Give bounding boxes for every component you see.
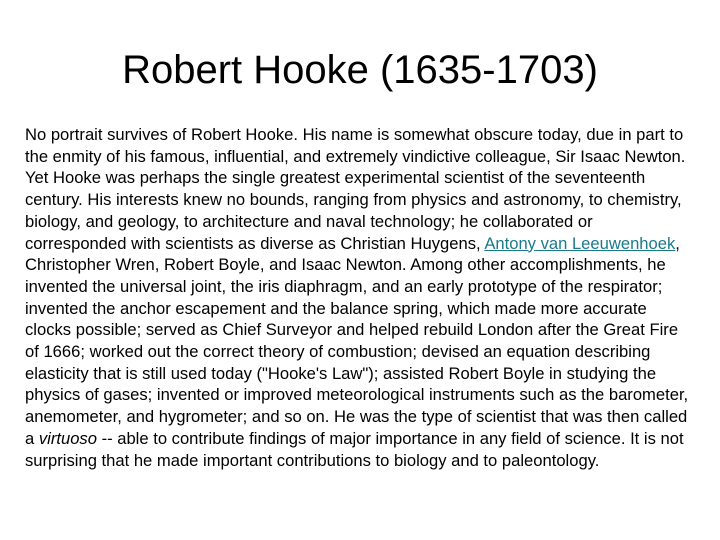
slide-title: Robert Hooke (1635-1703) [122, 48, 598, 92]
body-paragraph [25, 124, 695, 471]
paragraph-text-part-3: -- able to contribute findings of major importance in any field of science. It is not surprising that he made important contributions to biology and to paleontology. [25, 428, 684, 470]
leeuwenhoek-link[interactable]: Antony van Leeuwenhoek [484, 233, 676, 253]
paragraph-text-part-2: , Christopher Wren, Robert Boyle, and Isaac Newton. Among other accomplishments, he invented the universal joint, the iris diaphragm, and an early prototype of the respirator; invented the anchor escapement and the balance spring, which made more accurate clocks possible; served as Chief Surveyor and helped rebuild London after the Great Fire of 1666; worked out the correct theory of combustion; devised an equation describing elasticity that is still used today ("Hooke's Law"); assisted Robert Boyle in studying the physics of gases; invented or improved meteorological instruments such as the barometer, anemometer, and hygrometer; and so on. He was the type of scientist that was then called a [25, 233, 689, 448]
virtuoso-italic: virtuoso [38, 428, 97, 448]
paragraph-text-part-1: No portrait survives of Robert Hooke. His name is somewhat obscure today, due in part to the enmity of his famous, influential, and extremely vindictive colleague, Sir Isaac Newton. Yet Hooke was perhaps the single greatest experimental scientist of the seventeenth century. His interests knew no bounds, ranging from physics and astronomy, to chemistry, biology, and geology, to architecture and naval technology; he collaborated or corresponded with scientists as diverse as Christian Huygens, [25, 125, 686, 253]
